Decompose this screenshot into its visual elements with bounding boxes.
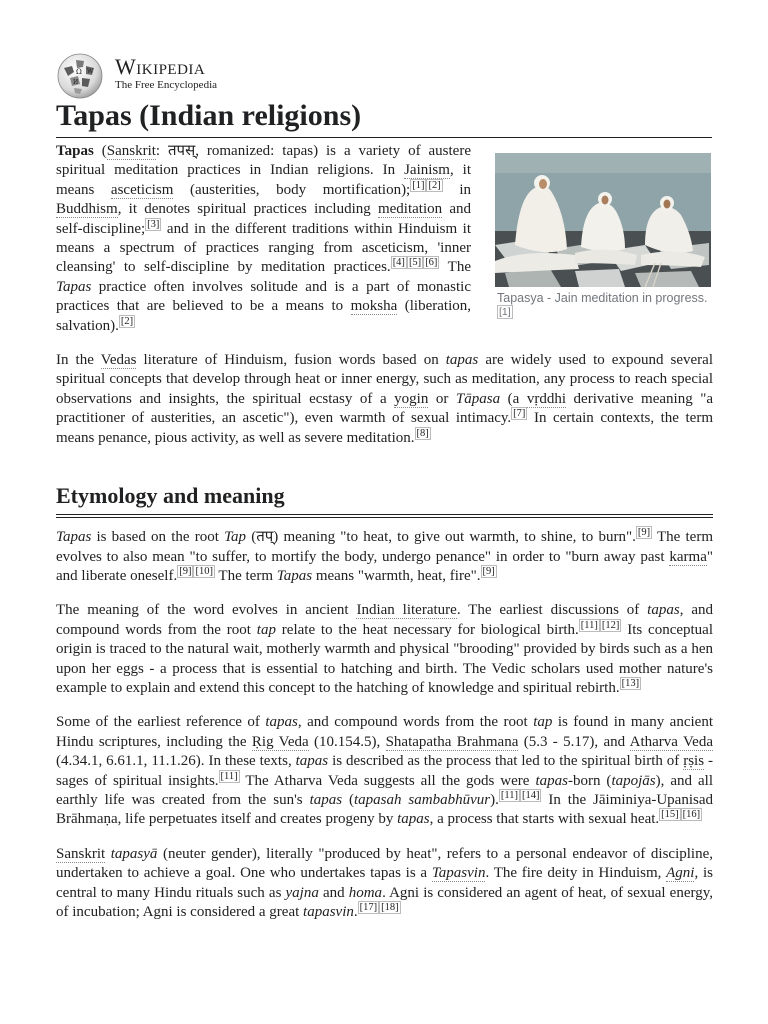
citation[interactable] <box>579 619 600 632</box>
term-italic: tapas <box>309 791 343 808</box>
citation-link[interactable]: [12] <box>601 619 620 631</box>
citation[interactable] <box>636 526 652 539</box>
term-italic: tapas <box>295 753 329 770</box>
citation-link[interactable]: [10] <box>195 565 213 577</box>
svg-text:И: И <box>73 79 79 86</box>
link-vr-ddhi[interactable]: vṛddhi <box>526 390 566 407</box>
term-italic: tap <box>533 714 553 731</box>
caption-citation[interactable] <box>497 305 513 319</box>
citation-link[interactable]: [15] <box>661 809 679 821</box>
term-italic: tap <box>256 621 276 638</box>
link-tapasvin[interactable]: Tapasvin <box>431 865 486 882</box>
etymology-paragraph-4: Sanskrit tapasyā (neuter gender), literally "produced by heat", refers to a personal endeavor of discipline, undertaken to achieve a goal. One who undertakes tapas is a Tapasvin. The fire deity in Hinduism, Agni, is central to many Hindu rituals such as yajna and homa. Agni is considered an agent of heat, of sexual energy, of incubation; Agni is considered a great tapasvin. [17] [18] <box>56 845 713 920</box>
term-italic: Tapas <box>56 278 92 295</box>
citation[interactable] <box>379 901 401 914</box>
citation-link[interactable]: [4] <box>392 257 405 269</box>
citation-link[interactable]: [9] <box>637 527 651 539</box>
link-jainism[interactable]: Jainism <box>404 162 450 179</box>
citation[interactable] <box>659 808 681 821</box>
link-agni[interactable]: Agni <box>666 865 695 882</box>
citation[interactable] <box>426 179 442 192</box>
link-asceticism[interactable]: asceticism <box>110 181 174 198</box>
term-italic: tapojās <box>611 772 656 789</box>
citation-link[interactable]: [5] <box>408 257 422 269</box>
citation-link[interactable]: [11] <box>500 789 518 801</box>
etymology-paragraph-1: Tapas is based on the root Tap (तप्) meaning "to heat, to give out warmth, to shine, to burn". [9] The term evolves to also mean "to suffer, to mortify the body, undergo penance" in order to "burn away past karma" and liberate oneself. [9] [10] The term Tapas means "warmth, heat, fire". [9] <box>56 527 713 584</box>
citation[interactable] <box>177 565 193 578</box>
link-sanskrit[interactable]: Sanskrit <box>56 845 106 862</box>
citation-link[interactable]: [11] <box>580 619 598 631</box>
citation[interactable] <box>407 256 423 269</box>
citation[interactable] <box>520 789 542 802</box>
svg-text:W: W <box>87 68 94 75</box>
site-wordmark[interactable]: Wikipedia <box>115 54 206 79</box>
link-r-ig-veda[interactable]: Ṛig Veda <box>251 733 309 750</box>
term-italic: Tapas <box>276 567 313 584</box>
link-buddhism[interactable]: Buddhism <box>56 201 118 218</box>
citation-link[interactable]: [8] <box>416 427 429 439</box>
term-italic: tapas <box>265 714 298 731</box>
term-italic: homa <box>348 884 383 901</box>
citation-link[interactable]: [11] <box>220 770 238 782</box>
citation-link[interactable]: [2] <box>428 179 441 191</box>
lead-paragraph-2: In the Vedas literature of Hinduism, fusion words based on tapas are widely used to expound several spiritual concepts that develop through heat or inner energy, such as meditation, any process to reach special observations and insights, the spiritual ecstasy of a yogin or Tāpasa (a vṛddhi derivative meaning "a practitioner of austerities, an ascetic"), even warmth of sexual intimacy. [7] In certain contexts, the term means penance, pious activity, as well as severe meditation. [8] <box>56 352 714 446</box>
citation-link[interactable]: [3] <box>147 218 160 230</box>
article-body <box>56 142 713 922</box>
citation-link[interactable]: [14] <box>521 789 540 801</box>
citation-link[interactable]: [13] <box>621 677 640 689</box>
citation[interactable] <box>410 179 426 192</box>
citation[interactable] <box>358 901 380 914</box>
article-figure <box>495 153 713 325</box>
jain-meditation-photo[interactable] <box>495 153 711 287</box>
citation-link[interactable]: [6] <box>425 257 438 269</box>
term-italic: tapas <box>397 811 430 828</box>
citation-link[interactable]: [17] <box>359 902 378 913</box>
link-yogin[interactable]: yogin <box>394 390 429 407</box>
term-italic: tapas <box>445 352 479 369</box>
link-sanskrit[interactable]: Sanskrit <box>106 143 156 159</box>
link-r-s-is[interactable]: ṛṣis <box>683 753 705 770</box>
citation-link[interactable]: [9] <box>482 565 495 577</box>
link-shatapatha-brahmana[interactable]: Shatapatha Brahmana <box>385 733 519 750</box>
term-italic: tapasvin <box>303 904 354 920</box>
term-italic: Tapas <box>56 529 92 546</box>
citation[interactable] <box>119 315 135 328</box>
citation-link[interactable]: [9] <box>179 565 192 577</box>
citation[interactable] <box>620 677 642 690</box>
term-italic: tapasyā <box>110 845 158 862</box>
page-title: Tapas (Indian religions) <box>56 96 712 138</box>
term-italic: tapas <box>647 602 680 619</box>
figure-caption <box>495 289 713 325</box>
site-tagline: The Free Encyclopedia <box>115 79 218 91</box>
link-vedas[interactable]: Vedas <box>100 352 137 369</box>
etymology-paragraph-3: Some of the earliest reference of tapas, and compound words from the root tap is found in many ancient Hindu scriptures, including the Ṛig Veda (10.154.5), Shatapatha Brahmana (5.3 - 5.17), and Atharva Veda (4.34.1, 6.61.1, 11.1.26). In these texts, tapas is described as the process that led to the spiritual birth of ṛṣis - sages of spiritual insights. [11] The Atharva Veda suggests all the gods were tapas-born (tapojās), and all earthly life was created from the sun's tapas (tapasah sambabhūvur). [11] [14] In the Jāiminiya-Upanisad Brāhmaṇa, life perpetuates itself and creates progeny by tapas, a process that starts with sexual heat. [15] [16] <box>56 714 714 828</box>
etymology-paragraph-2: The meaning of the word evolves in ancient Indian literature. The earliest discussions of tapas, and compound words from the root tap relate to the heat necessary for biological birth. [11] [12] Its conceptual origin is traced to the natural wait, motherly warmth and physical "brooding" provided by birds such as a hen upon her eggs - a process that is essential to hatching and birth. The Vedic scholars used mother nature's example to explain and extend this concept to the hatching of knowledge and spiritual rebirth. [13] <box>56 602 714 696</box>
citation-link[interactable]: [1] <box>499 305 511 318</box>
svg-text:Ω: Ω <box>76 68 82 76</box>
citation[interactable] <box>600 619 622 632</box>
link-meditation[interactable]: meditation <box>377 201 443 218</box>
link-indian-literature[interactable]: Indian literature <box>356 602 457 619</box>
citation-link[interactable]: [1] <box>412 179 425 191</box>
wikipedia-globe-icon[interactable] <box>56 52 104 100</box>
citation-link[interactable]: [18] <box>381 902 399 913</box>
citation[interactable] <box>219 770 240 783</box>
link-moksha[interactable]: moksha <box>350 298 398 315</box>
lead-paragraph-1: Tapas (Sanskrit: तपस्, romanized: tapas) is a variety of austere spiritual meditation practices in Indian religions. In Jainism, it means asceticism (austerities, body mortification); [1] [2] in Buddhism, it denotes spiritual practices including meditation and self-discipline; [3] and in the different traditions within Hinduism it means a spectrum of practices ranging from asceticism, 'inner cleansing' to self-discipline by meditation practices. [4] [5] [6] The Tapas practice often involves solitude and is a part of monastic practices that are believed to be a means to moksha (liberation, salvation). [2] <box>56 143 471 334</box>
link-karma[interactable]: karma <box>669 548 707 565</box>
term-italic: Tāpasa <box>455 390 501 407</box>
citation-link[interactable]: [16] <box>682 809 701 821</box>
citation[interactable] <box>423 256 439 269</box>
term-italic: Tap <box>224 529 247 546</box>
term-italic: tapas <box>535 772 568 789</box>
term-italic: yajna <box>285 884 319 901</box>
citation[interactable] <box>145 218 161 231</box>
term-bold: Tapas <box>56 143 94 159</box>
section-heading-etymology: Etymology and meaning <box>56 482 713 515</box>
link-atharva-veda[interactable]: Atharva Veda <box>629 733 713 750</box>
caption-text: Tapasya - Jain meditation in progress. <box>497 291 708 305</box>
citation[interactable] <box>481 565 497 578</box>
citation[interactable] <box>391 256 407 269</box>
citation[interactable] <box>415 427 431 440</box>
citation[interactable] <box>511 407 527 420</box>
term-italic: tapasah sambabhūvur <box>354 791 491 808</box>
citation[interactable] <box>193 565 215 578</box>
citation-link[interactable]: [7] <box>513 408 526 420</box>
citation[interactable] <box>681 808 703 821</box>
citation-link[interactable]: [2] <box>120 315 134 327</box>
citation[interactable] <box>499 789 520 802</box>
